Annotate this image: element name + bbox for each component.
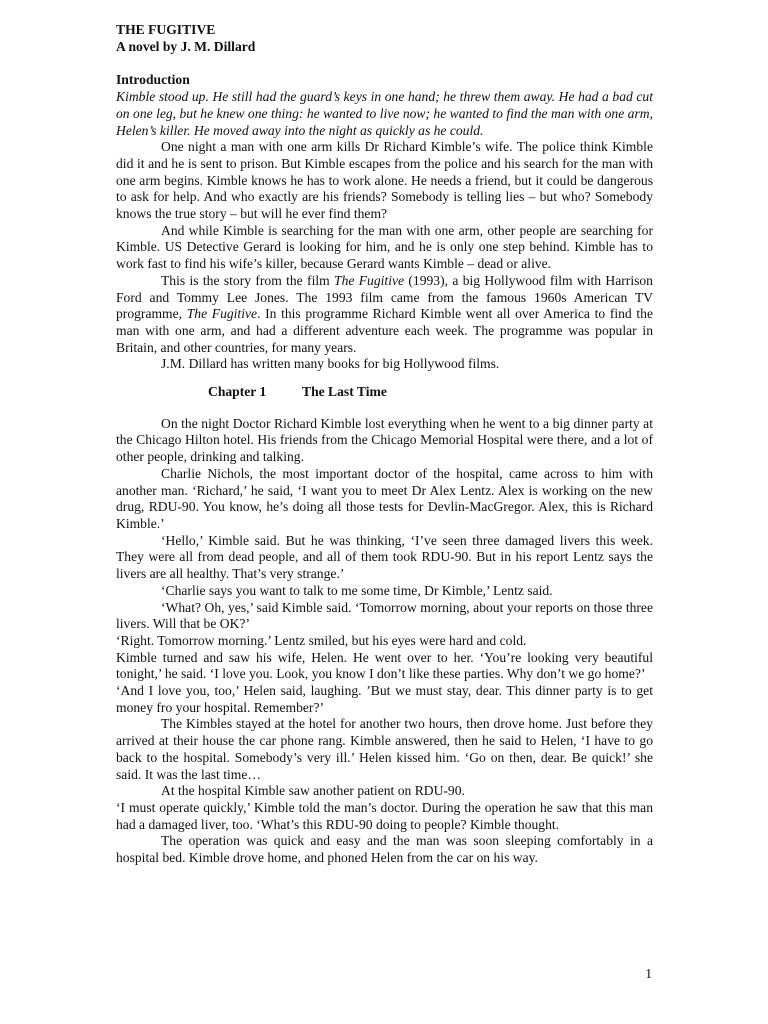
book-subtitle: A novel by J. M. Dillard [116, 38, 256, 54]
introduction-paragraph [116, 273, 653, 357]
p3-middle: (1993), a big Hollywood film with Harrison Ford and Tommy Lee Jones. The 1993 film came from the famous 1960s American TV programme, [116, 272, 653, 322]
chapter-paragraph: The Kimbles stayed at the hotel for another two hours, then drove home. Just before they arrived at their house the car phone rang. Kimble answered, then he said to Helen, ‘I have to go back to the hospital. Somebody’s very ill.’ Helen kissed him. ‘Go on then, dear. Be quick!’ she said. It was the last time… [116, 716, 653, 782]
film-title: The Fugitive [334, 272, 405, 288]
p3-after: . In this programme Richard Kimble went all over America to find the man with one arm, and had a different adventure each week. The programme was popular in Britain, and other countries, for many years. [116, 306, 653, 355]
introduction-paragraph: J.M. Dillard has written many books for big Hollywood films. [161, 356, 500, 372]
chapter-paragraph: ‘And I love you, too,’ Helen said, laughing. ’But we must stay, dear. This dinner party is to get money fro your hospital. Remember?’ [116, 683, 653, 715]
programme-title: The Fugitive [186, 306, 258, 322]
chapter-paragraph: ‘Charlie says you want to talk to me some time, Dr Kimble,’ Lentz said. [161, 582, 553, 598]
book-title: THE FUGITIVE [116, 22, 216, 37]
page-body [116, 22, 653, 867]
chapter-number: Chapter 1 [208, 384, 267, 400]
chapter-paragraph: On the night Doctor Richard Kimble lost everything when he went to a big dinner party at the Chicago Hilton hotel. His friends from the Chicago Memorial Hospital were there, and a lot of other people, drinking and talking. [116, 415, 653, 465]
p3-before: This is the story from the film [161, 272, 335, 288]
introduction-quote: Kimble stood up. He still had the guard’s keys in one hand; he threw them away. He had a bad cut on one leg, but he knew one thing: he wanted to live now; he wanted to find the man with one arm, Helen’s killer. He moved away into the night as quickly as he could. [116, 89, 653, 138]
introduction-paragraph: And while Kimble is searching for the man with one arm, other people are searching for Kimble. US Detective Gerard is looking for him, and he is only one step behind. Kimble has to work fast to find his wife’s killer, because Gerard wants Kimble – dead or alive. [116, 222, 653, 272]
chapter-title: The Last Time [302, 384, 387, 400]
chapter-paragraph: ‘I must operate quickly,’ Kimble told the man’s doctor. During the operation he saw that this man had a damaged liver, too. ‘What’s this RDU-90 doing to people? Kimble thought. [116, 799, 653, 832]
introduction-heading: Introduction [116, 72, 190, 88]
chapter-paragraph: At the hospital Kimble saw another patient on RDU-90. [161, 783, 465, 799]
chapter-paragraph: ‘Hello,’ Kimble said. But he was thinking, ‘I’ve seen three damaged livers this week. They were all from dead people, and all of them took RDU-90. But in his report Lentz says the livers are all healthy. That’s very strange.’ [116, 532, 653, 582]
chapter-paragraph: Charlie Nichols, the most important doctor of the hospital, came across to him with another man. ‘Richard,’ he said, ‘I want you to meet Dr Alex Lentz. Alex is working on the new drug, RDU-90. You know, he’s doing all those tests for Devlin-MacGregor. Alex, this is Richard Kimble.’ [116, 465, 653, 531]
chapter-paragraph: Kimble turned and saw his wife, Helen. He went over to her. ‘You’re looking very beautiful tonight,’ he said. ‘I love you. Look, you know I don’t like these parties. Why don’t we go home?’ [116, 649, 653, 682]
chapter-paragraph: ‘What? Oh, yes,’ said Kimble said. ‘Tomorrow morning, about your reports on those three livers. Will that be OK?’ [116, 599, 653, 632]
introduction-paragraph: One night a man with one arm kills Dr Richard Kimble’s wife. The police think Kimble did it and he is sent to prison. But Kimble escapes from the police and his search for the man with one arm begins. Kimble knows he has to work alone. He needs a friend, but it could be dangerous to ask for help. And who exactly are his friends? Somebody is telling lies – but who? Somebody knows the true story – but will he ever find them? [116, 139, 653, 222]
chapter-body [116, 416, 653, 867]
spacer [116, 55, 653, 72]
chapter-paragraph: The operation was quick and easy and the man was soon sleeping comfortably in a hospital bed. Kimble drove home, and phoned Helen from the car on his way. [116, 833, 653, 866]
chapter-heading [208, 384, 653, 401]
page-number: 1 [645, 966, 652, 981]
chapter-paragraph: ‘Right. Tomorrow morning.’ Lentz smiled, but his eyes were hard and cold. [116, 632, 527, 648]
